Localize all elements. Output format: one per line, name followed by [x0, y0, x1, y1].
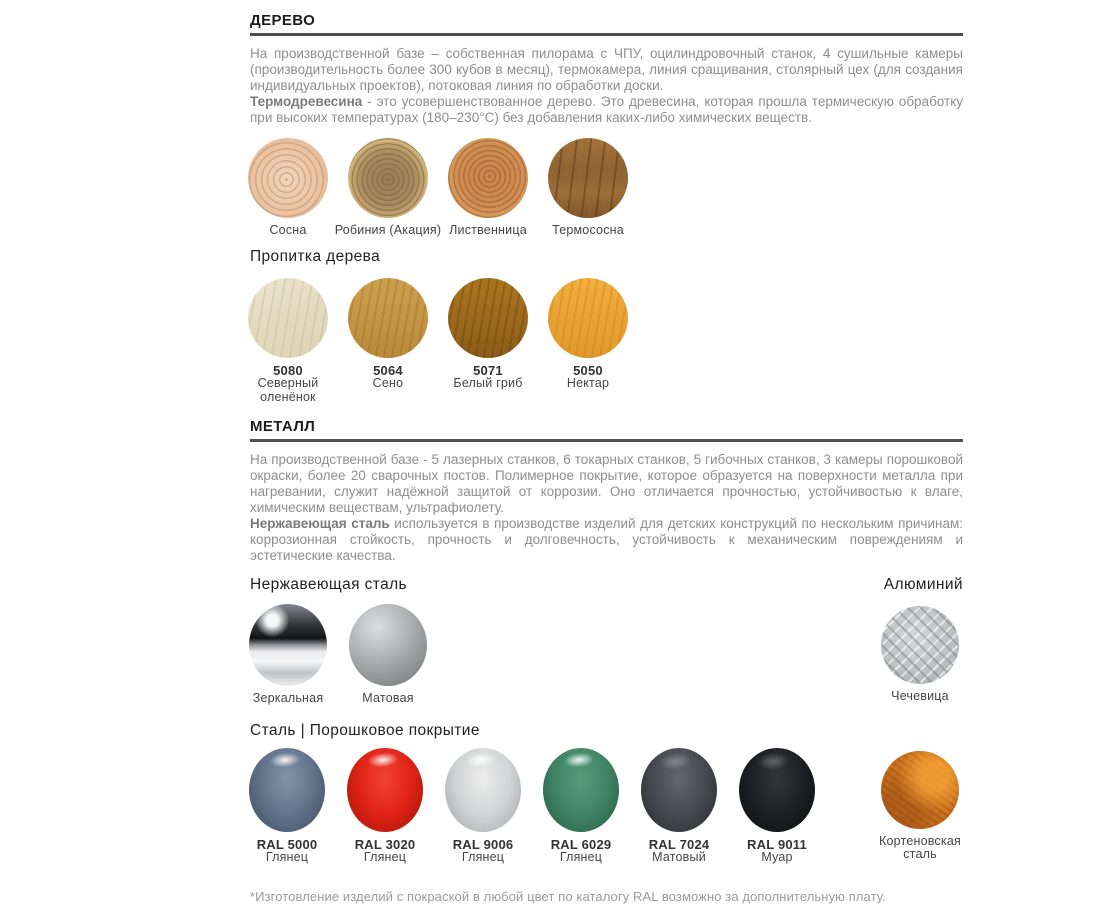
- ral-5000-finish: Глянец: [265, 850, 309, 864]
- wood-section-divider: [250, 33, 963, 36]
- corten-steel-swatch: [881, 751, 959, 829]
- ral-7024-swatch: [641, 748, 717, 832]
- ral-3020-finish: Глянец: [363, 850, 407, 864]
- impregnation-5080-swatch: [248, 278, 328, 358]
- impregnation-5064-label: [373, 364, 404, 391]
- pine-swatch: [248, 138, 328, 218]
- powder-item: [532, 748, 630, 865]
- mirror-steel-swatch: [249, 604, 327, 686]
- aluminum-item: [865, 606, 975, 704]
- diamond-plate-swatch: [881, 606, 959, 684]
- impregnation-5050-swatch: [548, 278, 628, 358]
- metal-stainless-term: Нержавеющая сталь: [250, 516, 390, 531]
- impregnation-5050-label: [567, 364, 609, 391]
- larch-swatch: [448, 138, 528, 218]
- mirror-steel-label: Зеркальная: [252, 691, 324, 705]
- thermopine-label: Термососна: [552, 223, 624, 237]
- impregnation-item: [438, 278, 538, 405]
- wood-species-row: [238, 138, 963, 238]
- wood-species-item: [438, 138, 538, 238]
- wood-species-item: [334, 138, 442, 238]
- stainless-item: [338, 604, 438, 706]
- metal-paragraph: [250, 452, 963, 564]
- ral-7024-label: [649, 838, 710, 865]
- ral-6029-code: RAL 6029: [550, 836, 612, 852]
- metal-subheadings: [250, 576, 963, 594]
- wood-thermo-rest: - это усовершенствованное дерево. Это древесина, которая прошла термическую обработку при высоких температурах (180–230°C) без добавления каких-либо химических веществ.: [250, 94, 963, 125]
- impregnation-5050-code: 5050: [573, 362, 603, 378]
- diamond-plate-label: Чечевица: [891, 689, 949, 703]
- ral-9011-label: [747, 838, 807, 865]
- powder-item: [336, 748, 434, 865]
- matte-steel-swatch: [349, 604, 427, 686]
- ral-3020-code: RAL 3020: [354, 836, 416, 852]
- ral-9011-swatch: [739, 748, 815, 832]
- robinia-swatch: [348, 138, 428, 218]
- wood-section: [250, 12, 963, 404]
- impregnation-heading: Пропитка дерева: [250, 247, 381, 265]
- ral-6029-swatch: [543, 748, 619, 832]
- stainless-row: [238, 604, 963, 706]
- impregnation-5064-name: Сено: [372, 376, 404, 390]
- ral-5000-swatch: [249, 748, 325, 832]
- wood-paragraph-text: На производственной базе – собственная пилорама с ЧПУ, оцилиндровочный станок, 4 сушильные камеры (производительность более 300 кубов в месяц), термокамера, линия сращивания, столярный цех (для создания индивидуальных проектов), потоковая линия по обработки доски.: [250, 46, 963, 93]
- metal-stainless-text: [250, 516, 963, 564]
- ral-6029-label: [551, 838, 612, 865]
- thermopine-swatch: [548, 138, 628, 218]
- metal-section: [250, 418, 963, 904]
- impregnation-item: [238, 278, 338, 405]
- ral-footnote: *Изготовление изделий с покраской в любой цвет по каталогу RAL возможно за дополнительную плату.: [250, 888, 886, 904]
- impregnation-item: [538, 278, 638, 405]
- powder-heading: Сталь | Порошковое покрытие: [250, 721, 480, 739]
- ral-7024-code: RAL 7024: [648, 836, 710, 852]
- wood-species-item: [238, 138, 338, 238]
- powder-item: [728, 748, 826, 865]
- aluminum-heading: Алюминий: [883, 576, 963, 593]
- powder-item: [238, 748, 336, 865]
- corten-steel-label: Кортеновская сталь: [879, 833, 961, 861]
- impregnation-5080-label: [238, 364, 338, 405]
- wood-paragraph: [250, 46, 963, 126]
- corten-item: [865, 751, 975, 862]
- wood-species-item: [538, 138, 638, 238]
- ral-9006-code: RAL 9006: [452, 836, 514, 852]
- impregnation-5071-name: Белый гриб: [453, 376, 523, 390]
- impregnation-5064-swatch: [348, 278, 428, 358]
- powder-row: [238, 748, 963, 865]
- pine-label: Сосна: [269, 223, 307, 237]
- ral-9011-code: RAL 9011: [747, 836, 807, 852]
- ral-9006-label: [453, 838, 514, 865]
- impregnation-5064-code: 5064: [373, 362, 403, 378]
- ral-3020-label: [355, 838, 416, 865]
- impregnation-row: [238, 278, 963, 405]
- wood-section-title: ДЕРЕВО: [250, 12, 316, 29]
- ral-3020-swatch: [347, 748, 423, 832]
- ral-7024-finish: Матовый: [652, 850, 706, 864]
- impregnation-5071-code: 5071: [473, 362, 503, 378]
- ral-9011-finish: Муар: [761, 850, 793, 864]
- powder-item: [630, 748, 728, 865]
- matte-steel-label: Матовая: [362, 691, 414, 705]
- ral-9006-finish: Глянец: [461, 850, 505, 864]
- larch-label: Лиственница: [449, 223, 527, 237]
- ral-9006-swatch: [445, 748, 521, 832]
- metal-section-divider: [250, 439, 963, 442]
- catalog-page: [250, 12, 963, 904]
- impregnation-item: [338, 278, 438, 405]
- metal-stainless-rest: используется в производстве изделий для детских конструкций по нескольким причинам: коррозионная стойкость, прочность и долговечность, устойчивость к механическим повреждениям и эстетические качества.: [250, 516, 963, 563]
- metal-paragraph-text: На производственной базе - 5 лазерных станков, 6 токарных станков, 5 гибочных станков, 3 камеры порошковой окраски, более 20 сварочных постов. Полимерное покрытие, которое образуется на поверхности металла при нагревании, служит надёжной защитой от коррозии. Оно отличается прочностью, устойчивостью к влаге, химическим веществам, ультрафиолету.: [250, 452, 963, 515]
- wood-thermo-text: [250, 94, 963, 126]
- impregnation-5071-label: [453, 364, 522, 391]
- powder-item: [434, 748, 532, 865]
- impregnation-5050-name: Нектар: [566, 376, 610, 390]
- impregnation-5080-code: 5080: [273, 362, 303, 378]
- robinia-label: Робиния (Акация): [334, 223, 442, 237]
- ral-5000-code: RAL 5000: [256, 836, 318, 852]
- metal-section-title: МЕТАЛЛ: [250, 418, 316, 435]
- impregnation-5071-swatch: [448, 278, 528, 358]
- ral-5000-label: [257, 838, 318, 865]
- stainless-heading: Нержавеющая сталь: [250, 576, 408, 593]
- impregnation-5080-name: Северный оленёнок: [257, 376, 319, 404]
- stainless-item: [238, 604, 338, 706]
- wood-thermo-term: Термодревесина: [250, 94, 363, 109]
- ral-6029-finish: Глянец: [559, 850, 603, 864]
